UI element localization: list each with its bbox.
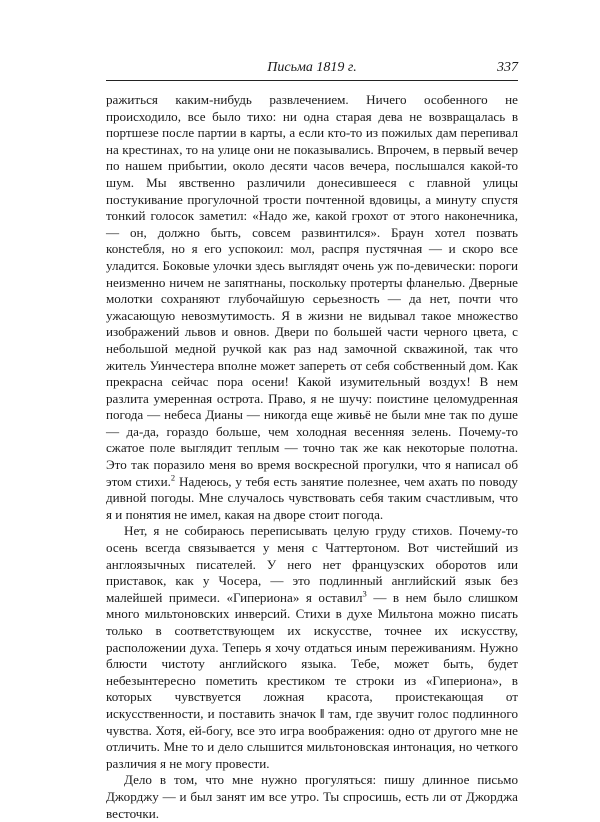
paragraph-3 — [106, 772, 518, 822]
running-title: Письма 1819 г. — [267, 60, 357, 75]
body-text — [106, 92, 518, 822]
paragraph-3-text: Дело в том, что мне нужно прогуляться: пишу длинное письмо Джорджу — и был занят им все утро. Ты спросишь, есть ли от Джорджа весточки. — [106, 772, 518, 821]
paragraph-2-text-a: Нет, я не собираюсь переписывать целую груду стихов. Почему-то осень всегда связывается у меня с Чаттертоном. Вот чистейший из англоязычных писателей. У него нет французских оборотов или приставок, как у Чосера, — это подлинный английский язык без малейшей примеси. «Гипериона» я оставил — [106, 523, 518, 605]
paragraph-1-text-a: ражиться каким-нибудь развлечением. Ничего особенного не происходило, все было тихо: ни одна старая дева не возвращалась в портшезе после партии в карты, а если кто-то из пожилых дам перепивал на крестинах, то на улице они не показывались. Впрочем, в первый вечер по нашем прибытии, около десяти часов вечера, послышался какой-то шум. Мы явственно различили донесившееся с главной улицы постукивание прогулочной трости почтенной вдовицы, а минуту спустя тонкий голосок заметил: «Надо же, какой грохот от этого наконечника, — он, должно быть, совсем развинтился». Браун хотел позвать констебля, но я его успокоил: мол, распря пустячная — и скоро все уладится. Боковые улочки здесь выглядят очень уж по-девически: пороги неизменно ничем не запятнаны, поскольку протерты фланелью. Дверные молотки сохраняют глубочайшую серьезность — да нет, почти что ужасающую невозмутимость. Я в жизни не видывал такое множество изображений львов и овнов. Двери по большей части черного цвета, с небольшой медной ручкой как раз над замочной скважиной, так что житель Уинчестера вполне может запереть от себя собственный дом. Как прекрасна сейчас пора осени! Какой изумительный воздух! В нем разлита умеренная острота. Право, я не шучу: поистине целомудренная погода — небеса Дианы — никогда еще живьё не были мне так по душе — да-да, гораздо больше, чем холодная весенняя зелень. Почему-то сжатое поле выглядит теплым — точно так же как некоторые полотна. Это так поразило меня во время воскресной прогулки, что я написал об этом стихи. — [106, 92, 518, 489]
paragraph-1-text-b: Надеюсь, у тебя есть занятие полезнее, чем ахать по поводу дивной погоды. Мне случалось чувствовать себя таким счастливым, что я и понятия не имел, какая на дворе стоит погода. — [106, 473, 518, 522]
double-bar-mark: ‖ — [320, 705, 325, 721]
paragraph-1 — [106, 92, 518, 523]
footnote-ref-3: 3 — [362, 588, 367, 599]
paragraph-2-text-c: там, где звучит голос подлинного чувства. Хотя, ей-богу, все это игра воображения: одно от другого мне не отличить. Мне то и дело слышится мильтоновская интонация, но четкого различия я не могу провести. — [106, 705, 519, 771]
paragraph-2 — [106, 523, 518, 772]
page-header — [106, 58, 518, 81]
page-number: 337 — [497, 60, 518, 75]
paragraph-2-text-b: — в нем было слишком много мильтоновских инверсий. Стихи в духе Мильтона можно писать только в соответствующем их искусстве, точнее их искусству, расположении духа. Теперь я хочу отдаться иным переживаниям. Нужно блюсти чистоту английского языка. Тебе, может быть, будет небезынтересно пометить крестиком те строки из «Гипериона», в которых чувствуется ложная красота, проистекающая от искусственности, и поставить значок — [106, 589, 518, 721]
footnote-ref-2: 2 — [170, 472, 176, 483]
